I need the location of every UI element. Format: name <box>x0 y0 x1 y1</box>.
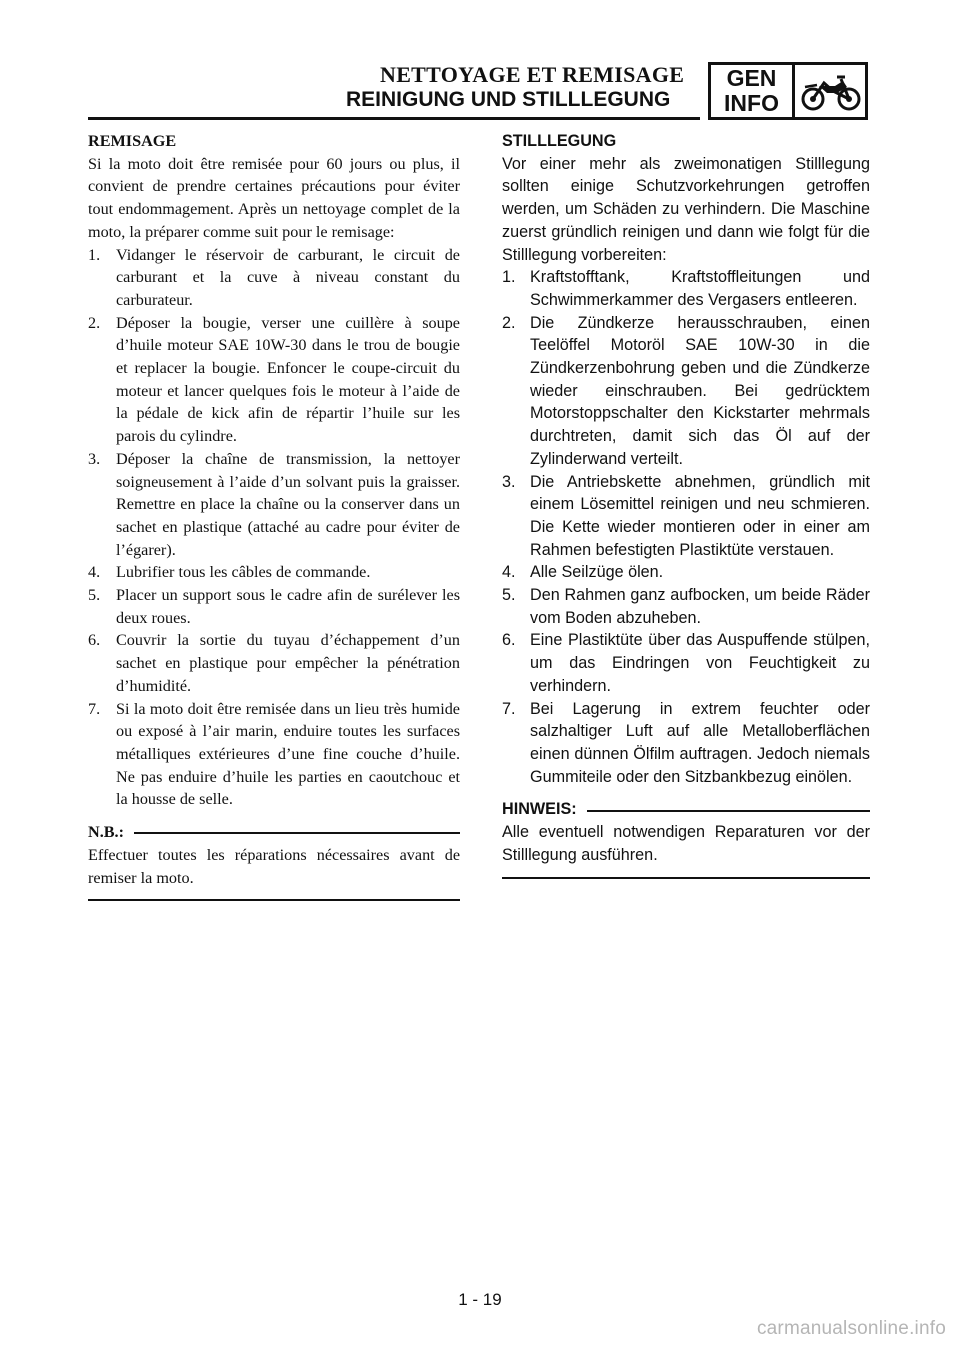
step-text: Den Rahmen ganz aufbocken, um beide Räder vom Boden abzuheben. <box>530 586 870 627</box>
step-text: Déposer la chaîne de transmission, la nettoyer soigneusement à l’aide d’un solvant puis la graisser. Remettre en place la chaîne ou la conserver dans un sachet en plastique (attaché au cadre pour éviter de l’égarer). <box>116 449 460 559</box>
watermark-text: carmanualsonline.info <box>756 1318 946 1339</box>
step-text: Die Antriebskette abnehmen, gründlich mit einem Lösemittel reinigen und neu schmieren. Die Kette wieder montieren oder in einer am Rahmen befestigten Plastiktüte verstauen. <box>530 472 870 559</box>
note-label-fr: N.B.: <box>88 823 124 842</box>
step-text: Déposer la bougie, verser une cuillère à soupe d’huile moteur SAE 10W-30 dans le trou de bougie et replacer la bougie. Enfoncer le coupe-circuit du moteur et lancer quelques fois le moteur à l’aide de la pédale de kick afin de répartir l’huile sur les parois du cylindre. <box>116 313 460 446</box>
step-number: 6. <box>502 631 516 650</box>
step-item-de <box>502 312 870 471</box>
header-title-fr: NETTOYAGE ET REMISAGE <box>380 62 685 87</box>
step-text: Couvrir la sortie du tuyau d’échappement d’un sachet en plastique pour empêcher la pénétration d’humidité. <box>116 631 460 695</box>
step-text: Kraftstofftank, Kraftstoffleitungen und Schwimmerkammer des Vergasers entleeren. <box>530 268 870 309</box>
step-item-fr <box>88 312 460 448</box>
step-number: 3. <box>88 449 101 468</box>
step-item-de <box>502 561 870 584</box>
note-text-de: Alle eventuell notwendigen Reparaturen vor der Stilllegung ausführen. <box>502 823 870 864</box>
step-number: 6. <box>88 631 101 650</box>
step-number: 4. <box>502 563 516 582</box>
section-title-de: STILLLEGUNG <box>502 132 617 150</box>
section-title-fr: REMISAGE <box>88 132 177 150</box>
step-item-de <box>502 471 870 562</box>
note-header-de <box>502 798 870 821</box>
step-text: Si la moto doit être remisée dans un lieu très humide ou exposé à l’air marin, enduire toutes les surfaces métalliques extérieures d’une fine couche d’huile. Ne pas enduire d’huile les parties en caoutchouc et la housse de selle. <box>116 699 460 809</box>
step-item-fr <box>88 698 460 812</box>
step-text: Bei Lagerung in extrem feuchter oder salzhaltiger Luft auf alle Metalloberflächen einen dünnen Ölfilm auftragen. Jedoch niemals Gummiteile oder den Sitzbankbezug einölen. <box>530 699 870 786</box>
page-number: 1 - 19 <box>458 1290 502 1309</box>
step-item-de <box>502 584 870 629</box>
intro-de: Vor einer mehr als zweimonatigen Stilllegung sollten einige Schutzvorkehrungen getroffen werden, um Schäden zu verhindern. Die Maschine zuerst gründlich reinigen und dann wie folgt für die Stilllegung vorbereiten: <box>502 154 870 264</box>
step-number: 2. <box>88 313 101 332</box>
step-item-fr <box>88 561 460 584</box>
step-item-de <box>502 629 870 697</box>
step-number: 5. <box>502 586 516 605</box>
note-end-rule <box>502 877 870 879</box>
step-number: 2. <box>502 313 516 332</box>
step-text: Eine Plastiktüte über das Auspuffende stülpen, um das Eindringen von Feuchtigkeit zu verhindern. <box>530 631 870 695</box>
step-number: 1. <box>502 268 516 287</box>
step-text: Lubrifier tous les câbles de commande. <box>116 563 371 582</box>
step-text: Vidanger le réservoir de carburant, le circuit de carburant et la cuve à niveau constant du carburateur. <box>116 245 460 309</box>
note-label-de: HINWEIS: <box>502 800 577 819</box>
step-item-de <box>502 266 870 311</box>
step-item-fr <box>88 584 460 629</box>
intro-fr: Si la moto doit être remisée pour 60 jours ou plus, il convient de prendre certaines précautions pour éviter tout endommagement. Après un nettoyage complet de la moto, la préparer comme suit pour le remisage: <box>88 154 460 241</box>
step-number: 1. <box>88 245 101 264</box>
motorcycle-icon <box>797 67 865 115</box>
badge-line-info: INFO <box>724 90 779 116</box>
step-number: 7. <box>88 699 101 718</box>
note-rule <box>134 832 460 834</box>
step-text: Alle Seilzüge ölen. <box>530 563 664 582</box>
french-column <box>88 130 460 901</box>
steps-list-fr <box>88 244 460 812</box>
gen-info-badge <box>708 62 868 120</box>
note-end-rule <box>88 899 460 901</box>
gen-info-label <box>711 65 795 117</box>
step-item-fr <box>88 629 460 697</box>
step-number: 7. <box>502 699 516 718</box>
step-number: 3. <box>502 472 516 491</box>
step-text: Die Zündkerze herausschrauben, einen Teelöffel Motoröl SAE 10W-30 in die Zündkerzenbohrung geben und die Zündkerze wieder einschrauben. Bei gedrücktem Motorstoppschalter den Kickstarter mehrmals durchtreten, damit sich das Öl auf der Zylinderwand verteilt. <box>530 313 870 468</box>
step-number: 4. <box>88 563 101 582</box>
step-text: Placer un support sous le cadre afin de surélever les deux roues. <box>116 586 460 627</box>
header-title-de: REINIGUNG UND STILLLEGUNG <box>346 88 671 111</box>
step-number: 5. <box>88 586 101 605</box>
note-header-fr <box>88 821 460 844</box>
steps-list-de <box>502 266 870 788</box>
header-rule <box>88 117 700 120</box>
badge-line-gen: GEN <box>726 65 777 91</box>
note-text-fr: Effectuer toutes les réparations nécessaires avant de remiser la moto. <box>88 845 460 887</box>
note-rule <box>587 810 870 812</box>
step-item-fr <box>88 244 460 312</box>
step-item-fr <box>88 448 460 562</box>
german-column <box>502 130 870 879</box>
step-item-de <box>502 698 870 789</box>
